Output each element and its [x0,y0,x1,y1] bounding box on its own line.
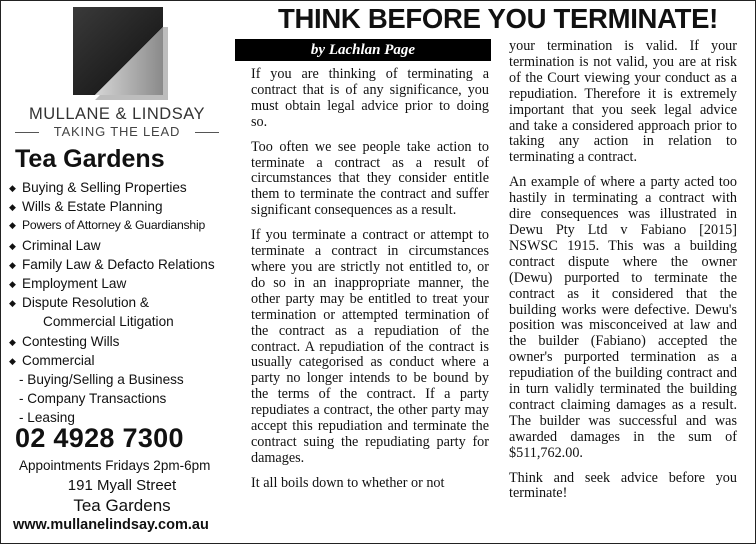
diamond-bullet-icon: ◆ [9,336,16,347]
sidebar [3,3,231,541]
byline-bar [235,39,491,61]
town-name: Tea Gardens [73,496,171,515]
phone-number[interactable]: 02 4928 7300 [15,423,184,453]
article-column-1 [251,67,489,492]
service-label: Criminal Law [22,237,101,253]
street-address: 191 Myall Street [67,477,177,494]
article-byline: by Lachlan Page [310,42,416,58]
article-paragraph: It all boils down to whether or not [251,474,445,491]
service-item [9,255,233,274]
diamond-bullet-icon: ◆ [9,355,16,366]
article-column-2 [509,39,737,502]
office-location: Tea Gardens [15,145,165,173]
service-label: Powers of Attorney & Guardianship [22,218,206,233]
tagline-rule-left [15,132,39,133]
service-label: Commercial [22,352,95,368]
tagline-rule-right [195,132,219,133]
service-item [9,332,233,351]
service-label: Wills & Estate Planning [22,199,163,215]
service-label: - Company Transactions [19,391,167,407]
service-item [9,293,233,312]
service-label: Dispute Resolution & [22,295,149,311]
appointment-hours: Appointments Fridays 2pm-6pm [19,458,211,473]
brand-tagline: TAKING THE LEAD [53,124,181,139]
diamond-bullet-icon: ◆ [9,298,16,309]
diamond-bullet-icon: ◆ [9,259,16,270]
article-paragraph: your termination is valid. If your termination is not valid, you are at risk of the Court viewing your conduct as a repudiation. Therefore it is extremely important that you seek legal advice and take a considered approach prior to taking any action in relation to terminating a contract. [509,38,737,166]
service-item [9,312,233,331]
service-item [9,274,233,293]
service-label: Commercial Litigation [43,314,174,330]
service-item [9,370,233,389]
service-label: Employment Law [22,275,127,291]
article-headline: THINK BEFORE YOU TERMINATE! [277,3,719,34]
diamond-bullet-icon: ◆ [9,240,16,251]
brand-name: MULLANE & LINDSAY [29,105,205,123]
article-paragraph: An example of where a party acted too hastily in terminating a contract with dire consequences was illustrated in Dewu Pty Ltd v Fabiano [2015] NSWSC 1915. This was a building contract dispute where the owner (Dewu) purported to terminate the contract as it considered that the building works were defective. Dewu's position was misconceived at law and the builder (Fabiano) accepted the owner's purported termination as a repudiation of the building contract and in turn validly terminated the building contract claiming damages as a result. The builder was successful and was awarded damages in the sum of $511,762.00. [509,174,737,461]
diamond-bullet-icon: ◆ [9,278,16,289]
diamond-bullet-icon: ◆ [9,183,16,193]
brand-tagline-row [15,124,219,140]
article-paragraph: If you terminate a contract or attempt to terminate a contract in circumstances where you are strictly not entitled to, or do so in an inappropriate manner, the other party may be entitled to treat your termination or attempted termination of the contract as a repudiation of the contract. A repudiation of the contract is usually categorised as conduct where a party no longer intends to be bound by the terms of the contract. If a party repudiates a contract, the other party may accept this repudiation and terminate the contract suing the repudiating party for damages. [251,227,489,466]
service-item [9,236,233,255]
service-item [9,178,233,197]
service-item [9,197,233,216]
service-label: - Buying/Selling a Business [19,371,184,387]
service-item [9,351,233,370]
article-paragraph: Think and seek advice before you terminate! [509,469,737,502]
diamond-bullet-icon: ◆ [9,202,16,213]
service-label: - Leasing [19,410,75,426]
article-paragraph: If you are thinking of terminating a contract that is of any significance, you must obtain legal advice prior to doing so. [251,66,489,130]
service-label: Contesting Wills [22,333,120,349]
service-item [9,389,233,408]
website-link[interactable]: www.mullanelindsay.com.au [13,517,209,533]
services-list [9,178,233,427]
service-label: Family Law & Defacto Relations [22,256,215,272]
service-item [9,216,233,235]
article-paragraph: Too often we see people take action to terminate a contract as a result of circumstances that they consider entitle them to terminate the contract and suffer significant consequences as a result. [251,138,489,219]
service-label: Buying & Selling Properties [22,180,187,195]
diamond-bullet-icon: ◆ [9,220,16,231]
